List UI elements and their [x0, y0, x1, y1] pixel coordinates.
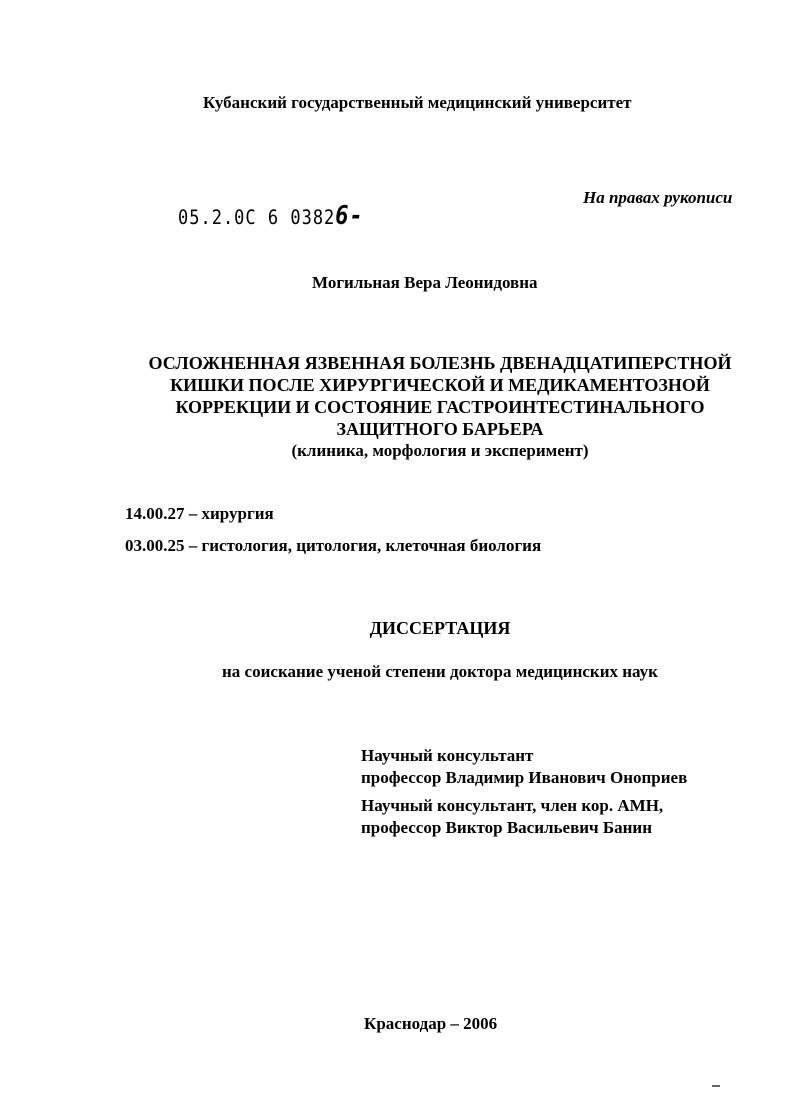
scan-artifact-mark [712, 1085, 720, 1087]
archive-stamp [178, 202, 364, 231]
title-line: ОСЛОЖНЕННАЯ ЯЗВЕННАЯ БОЛЕЗНЬ ДВЕНАДЦАТИПЕРСТНОЙ [148, 353, 732, 373]
document-type: ДИССЕРТАЦИЯ [369, 618, 511, 638]
consultant-role: Научный консультант [361, 746, 534, 765]
university-name: Кубанский государственный медицинский университет [203, 93, 632, 112]
title-line: ЗАЩИТНОГО БАРЬЕРА [336, 419, 544, 439]
consultant-role: Научный консультант, член кор. АМН, [361, 796, 664, 815]
title-line: КИШКИ ПОСЛЕ ХИРУРГИЧЕСКОЙ И МЕДИКАМЕНТОЗНОЙ [170, 375, 710, 395]
author-name: Могильная Вера Леонидовна [312, 273, 538, 292]
specialty-code-surgery: 14.00.27 – хирургия [125, 504, 274, 523]
degree-statement: на соискание ученой степени доктора медицинских наук [222, 662, 658, 681]
specialty-code-histology: 03.00.25 – гистология, цитология, клеточная биология [125, 536, 542, 555]
consultant-1 [361, 745, 687, 789]
consultant-name: профессор Владимир Иванович Оноприев [361, 768, 688, 787]
rights-notice: На правах рукописи [583, 188, 733, 207]
place-and-year: Краснодар – 2006 [364, 1014, 498, 1033]
stamp-code: 05.2.0С 6 0382 [178, 206, 336, 230]
title-line: КОРРЕКЦИИ И СОСТОЯНИЕ ГАСТРОИНТЕСТИНАЛЬНОГО [175, 397, 705, 417]
consultant-2 [361, 795, 663, 839]
dissertation-title [100, 352, 780, 440]
dissertation-subtitle: (клиника, морфология и эксперимент) [291, 441, 589, 460]
stamp-mark: 6- [335, 202, 364, 231]
consultant-name: профессор Виктор Васильевич Банин [361, 818, 653, 837]
